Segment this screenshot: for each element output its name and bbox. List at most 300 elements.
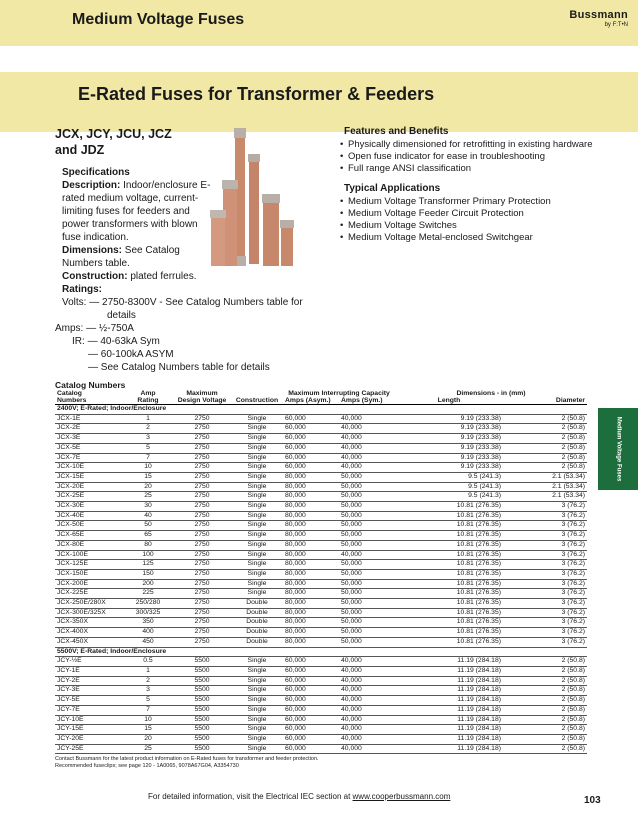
table-cell: 2750 (173, 511, 231, 521)
table-cell: 50,000 (339, 589, 395, 599)
table-cell: 2 (50.8) (503, 443, 587, 453)
table-cell: JCX-10E (55, 463, 123, 473)
table-cell: 2750 (173, 521, 231, 531)
table-row (55, 560, 587, 570)
table-cell: 5500 (173, 734, 231, 744)
table-cell: 50,000 (339, 472, 395, 482)
side-tab (598, 408, 638, 490)
table-cell: 60,000 (283, 414, 339, 424)
table-cell: Single (231, 463, 283, 473)
table-cell: JCX-350X (55, 618, 123, 628)
table-cell: Single (231, 434, 283, 444)
table-cell: 80,000 (283, 628, 339, 638)
product-name: JCX, JCY, JCU, JCZ and JDZ (55, 127, 172, 157)
col-length: Length (395, 397, 503, 405)
table-cell: Double (231, 628, 283, 638)
table-cell: 2750 (173, 540, 231, 550)
table-cell: 10.81 (276.35) (395, 550, 503, 560)
table-cell: 2 (50.8) (503, 666, 587, 676)
table-cell: 20 (123, 482, 173, 492)
applications-heading: Typical Applications (344, 183, 441, 194)
table-cell: 60,000 (283, 696, 339, 706)
table-cell: 2 (123, 424, 173, 434)
table-cell: JCX-80E (55, 540, 123, 550)
table-cell: 10 (123, 463, 173, 473)
catalog-numbers-section (55, 380, 587, 770)
table-cell: JCX-250E/280X (55, 599, 123, 609)
table-cell: Double (231, 618, 283, 628)
applications-list (340, 196, 630, 244)
table-cell: 150 (123, 569, 173, 579)
table-row (55, 579, 587, 589)
table-cell: 10.81 (276.35) (395, 599, 503, 609)
table-cell: 60,000 (283, 657, 339, 667)
table-cell: 2750 (173, 492, 231, 502)
header-title: Medium Voltage Fuses (72, 11, 245, 28)
table-cell: 250/280 (123, 599, 173, 609)
table-cell: JCY-1E (55, 666, 123, 676)
table-cell: 2750 (173, 463, 231, 473)
table-cell: JCX-40E (55, 511, 123, 521)
table-cell: 40,000 (339, 453, 395, 463)
ir-rating-asym: — 60-100kA ASYM (88, 349, 174, 360)
table-cell: 60,000 (283, 676, 339, 686)
table-cell: 50,000 (339, 502, 395, 512)
table-row (55, 618, 587, 628)
table-cell: 3 (76.2) (503, 628, 587, 638)
table-cell: 10.81 (276.35) (395, 608, 503, 618)
table-cell: JCX-225E (55, 589, 123, 599)
table-cell: JCX-20E (55, 482, 123, 492)
table-cell: 2 (50.8) (503, 725, 587, 735)
table-row (55, 744, 587, 754)
table-cell: 40 (123, 511, 173, 521)
table-cell: 60,000 (283, 424, 339, 434)
table-cell: 9.5 (241.3) (395, 482, 503, 492)
section-title: E-Rated Fuses for Transformer & Feeders (78, 84, 435, 104)
table-cell: 11.19 (284.18) (395, 696, 503, 706)
table-cell: Single (231, 531, 283, 541)
table-cell: JCX-450X (55, 637, 123, 647)
table-cell: 40,000 (339, 686, 395, 696)
table-cell: Single (231, 502, 283, 512)
table-cell: 11.19 (284.18) (395, 715, 503, 725)
table-cell: 300/325 (123, 608, 173, 618)
table-cell: 60,000 (283, 686, 339, 696)
table-cell: 9.19 (233.38) (395, 453, 503, 463)
table-cell: 2 (50.8) (503, 463, 587, 473)
table-cell: Single (231, 589, 283, 599)
table-cell: Single (231, 569, 283, 579)
table-cell: 9.5 (241.3) (395, 472, 503, 482)
table-row (55, 705, 587, 715)
table-cell: Single (231, 482, 283, 492)
table-cell: JCY-5E (55, 696, 123, 706)
table-cell: 80,000 (283, 560, 339, 570)
table-cell: 60,000 (283, 434, 339, 444)
table-row (55, 637, 587, 647)
table-cell: 5500 (173, 744, 231, 754)
table-cell: 9.19 (233.38) (395, 443, 503, 453)
table-cell: 9.5 (241.3) (395, 492, 503, 502)
table-cell: 11.19 (284.18) (395, 734, 503, 744)
table-cell: 80,000 (283, 521, 339, 531)
table-cell: 9.19 (233.38) (395, 424, 503, 434)
table-cell: 2750 (173, 579, 231, 589)
table-cell: 30 (123, 502, 173, 512)
table-cell: JCY-7E (55, 705, 123, 715)
list-item: • Medium Voltage Switches (340, 220, 630, 232)
table-cell: Single (231, 560, 283, 570)
table-cell: 60,000 (283, 705, 339, 715)
table-cell: 80,000 (283, 502, 339, 512)
construction: Construction: plated ferrules. (62, 271, 197, 282)
col-dimensions: Dimensions - in (mm) (456, 390, 526, 397)
note-contact: Contact Bussmann for the latest product information on E-Rated fuses for transformer and feeder protection. (55, 756, 319, 763)
table-cell: JCY-2E (55, 676, 123, 686)
table-cell: 10.81 (276.35) (395, 502, 503, 512)
table-cell: 5500 (173, 725, 231, 735)
features-list (340, 139, 630, 175)
footer-link[interactable]: www.cooperbussmann.com (352, 792, 451, 801)
table-row (55, 511, 587, 521)
table-cell: 11.19 (284.18) (395, 705, 503, 715)
table-row (55, 686, 587, 696)
table-cell: 2 (50.8) (503, 715, 587, 725)
table-row (55, 502, 587, 512)
table-cell: 400 (123, 628, 173, 638)
table-row (55, 657, 587, 667)
table-row (55, 725, 587, 735)
table-cell: 10.81 (276.35) (395, 569, 503, 579)
table-row (55, 521, 587, 531)
table-cell: JCX-5E (55, 443, 123, 453)
table-cell: 3 (76.2) (503, 599, 587, 609)
list-item: • Physically dimensioned for retrofitting in existing hardware (340, 139, 630, 151)
table-cell: 40,000 (339, 734, 395, 744)
table-cell: JCX-100E (55, 550, 123, 560)
ir-rating-note: — See Catalog Numbers table for details (88, 362, 270, 373)
table-cell: 80,000 (283, 540, 339, 550)
table-cell: 2 (50.8) (503, 424, 587, 434)
dimensions: Dimensions: See Catalog Numbers table. (62, 245, 180, 269)
table-cell: 60,000 (283, 744, 339, 754)
table-cell: 80,000 (283, 569, 339, 579)
table-cell: 80,000 (283, 608, 339, 618)
table-cell: 80,000 (283, 482, 339, 492)
table-cell: 50,000 (339, 521, 395, 531)
table-cell: 3 (76.2) (503, 511, 587, 521)
table-cell: 3 (76.2) (503, 550, 587, 560)
table-cell: Single (231, 453, 283, 463)
table-row (55, 550, 587, 560)
table-cell: 125 (123, 560, 173, 570)
section-title-bar (0, 72, 638, 132)
table-cell: 80,000 (283, 599, 339, 609)
amps-rating: Amps: — ½-750A (55, 323, 134, 334)
table-cell: 60,000 (283, 443, 339, 453)
table-row (55, 628, 587, 638)
table-row (55, 463, 587, 473)
brand-sub: by F:T•N (604, 22, 628, 28)
table-cell: 60,000 (283, 666, 339, 676)
table-cell: 50,000 (339, 608, 395, 618)
specifications-block (55, 126, 335, 374)
table-cell: 3 (76.2) (503, 531, 587, 541)
table-cell: JCX-65E (55, 531, 123, 541)
table-cell: 0.5 (123, 657, 173, 667)
table-cell: 2750 (173, 414, 231, 424)
col-amps-asym: Amps (Asym.) (283, 397, 339, 405)
table-cell: Single (231, 686, 283, 696)
table-row (55, 453, 587, 463)
table-cell: 3 (76.2) (503, 540, 587, 550)
table-cell: 3 (76.2) (503, 502, 587, 512)
table-row (55, 414, 587, 424)
table-row (55, 531, 587, 541)
table-cell: 2750 (173, 637, 231, 647)
table-cell: 200 (123, 579, 173, 589)
table-cell: JCY-25E (55, 744, 123, 754)
table-cell: 40,000 (339, 657, 395, 667)
table-cell: 10.81 (276.35) (395, 511, 503, 521)
brand-name: Bussmann (569, 9, 628, 21)
group-label: 5500V; E-Rated; Indoor/Enclosure (55, 647, 587, 657)
table-cell: Single (231, 424, 283, 434)
table-cell: Single (231, 734, 283, 744)
col-design-voltage: Design Voltage (173, 397, 231, 405)
table-cell: JCY-½E (55, 657, 123, 667)
col-amps-sym: Amps (Sym.) (339, 397, 395, 405)
volts-rating: Volts: — 2750-8300V - See Catalog Numbers table for (62, 297, 303, 308)
table-cell: 2750 (173, 502, 231, 512)
volts-rating-cont: details (107, 310, 136, 321)
table-cell: 80,000 (283, 511, 339, 521)
table-row (55, 443, 587, 453)
features-applications-block (340, 126, 630, 252)
col-maximum: Maximum (186, 390, 218, 397)
table-cell: 100 (123, 550, 173, 560)
list-item: • Medium Voltage Transformer Primary Protection (340, 196, 630, 208)
table-cell: 2 (50.8) (503, 453, 587, 463)
table-cell: 80,000 (283, 550, 339, 560)
list-item: • Full range ANSI classification (340, 163, 630, 175)
table-cell: 60,000 (283, 463, 339, 473)
col-construction: Construction (231, 397, 283, 405)
table-cell: 11.19 (284.18) (395, 666, 503, 676)
table-cell: 3 (76.2) (503, 589, 587, 599)
table-cell: 2 (50.8) (503, 434, 587, 444)
table-cell: 25 (123, 744, 173, 754)
table-cell: JCY-10E (55, 715, 123, 725)
table-cell: 10.81 (276.35) (395, 531, 503, 541)
footer (148, 792, 450, 801)
table-cell: 65 (123, 531, 173, 541)
table-cell: 60,000 (283, 734, 339, 744)
table-cell: 50,000 (339, 511, 395, 521)
table-cell: Single (231, 715, 283, 725)
table-cell: 2750 (173, 482, 231, 492)
table-cell: 9.19 (233.38) (395, 463, 503, 473)
table-cell: 9.19 (233.38) (395, 434, 503, 444)
table-cell: Single (231, 550, 283, 560)
table-cell: 3 (76.2) (503, 618, 587, 628)
table-cell: 10.81 (276.35) (395, 589, 503, 599)
page-number: 103 (584, 795, 601, 806)
table-cell: 3 (76.2) (503, 637, 587, 647)
table-cell: 40,000 (339, 676, 395, 686)
table-cell: 11.19 (284.18) (395, 676, 503, 686)
header-bar (0, 0, 638, 46)
table-cell: 5500 (173, 676, 231, 686)
table-cell: 5500 (173, 696, 231, 706)
col-numbers: Numbers (55, 397, 123, 405)
table-cell: 2750 (173, 599, 231, 609)
table-cell: 10.81 (276.35) (395, 618, 503, 628)
table-cell: 15 (123, 725, 173, 735)
table-cell: 50,000 (339, 482, 395, 492)
table-cell: 2 (50.8) (503, 744, 587, 754)
table-cell: Single (231, 511, 283, 521)
table-cell: Double (231, 637, 283, 647)
table-cell: 2750 (173, 531, 231, 541)
specifications-heading: Specifications (62, 167, 130, 178)
table-cell: JCX-50E (55, 521, 123, 531)
table-cell: 2750 (173, 608, 231, 618)
table-cell: 3 (123, 434, 173, 444)
table-row (55, 599, 587, 609)
table-cell: Single (231, 705, 283, 715)
catalog-table-body (55, 405, 587, 754)
table-cell: 40,000 (339, 705, 395, 715)
table-cell: Single (231, 540, 283, 550)
table-cell: 3 (123, 686, 173, 696)
table-cell: 10.81 (276.35) (395, 579, 503, 589)
table-cell: 2750 (173, 443, 231, 453)
table-cell: 2 (50.8) (503, 696, 587, 706)
table-cell: 80,000 (283, 589, 339, 599)
table-cell: 5500 (173, 715, 231, 725)
table-cell: 2.1 (53.34) (503, 472, 587, 482)
table-row (55, 434, 587, 444)
table-cell: 2750 (173, 560, 231, 570)
table-cell: 80 (123, 540, 173, 550)
table-cell: 2 (50.8) (503, 414, 587, 424)
table-cell: Single (231, 696, 283, 706)
table-cell: JCX-125E (55, 560, 123, 570)
table-cell: Single (231, 472, 283, 482)
table-cell: 450 (123, 637, 173, 647)
catalog-table (55, 390, 587, 754)
catalog-title: Catalog Numbers (55, 380, 126, 390)
table-cell: 5 (123, 443, 173, 453)
table-cell: 80,000 (283, 492, 339, 502)
table-cell: 7 (123, 453, 173, 463)
table-cell: 40,000 (339, 715, 395, 725)
table-cell: 60,000 (283, 715, 339, 725)
table-cell: 2 (50.8) (503, 734, 587, 744)
table-cell: 40,000 (339, 725, 395, 735)
table-cell: 50,000 (339, 492, 395, 502)
table-cell: Double (231, 599, 283, 609)
table-cell: JCX-15E (55, 472, 123, 482)
table-cell: 1 (123, 666, 173, 676)
table-cell: 50,000 (339, 599, 395, 609)
table-cell: 2750 (173, 569, 231, 579)
table-cell: 60,000 (283, 725, 339, 735)
table-row (55, 734, 587, 744)
table-cell: 5 (123, 696, 173, 706)
table-cell: 60,000 (283, 453, 339, 463)
table-cell: 25 (123, 492, 173, 502)
footer-text: For detailed information, visit the Electrical IEC section at (148, 792, 353, 801)
table-cell: 10.81 (276.35) (395, 560, 503, 570)
table-cell: 2750 (173, 453, 231, 463)
table-cell: 50,000 (339, 618, 395, 628)
table-cell: 3 (76.2) (503, 560, 587, 570)
table-row (55, 589, 587, 599)
table-cell: 7 (123, 705, 173, 715)
table-cell: 2750 (173, 424, 231, 434)
table-cell: 225 (123, 589, 173, 599)
table-cell: Single (231, 492, 283, 502)
table-cell: 11.19 (284.18) (395, 657, 503, 667)
table-cell: 40,000 (339, 434, 395, 444)
features-heading: Features and Benefits (344, 126, 449, 137)
table-cell: 80,000 (283, 579, 339, 589)
table-row (55, 569, 587, 579)
table-cell: 80,000 (283, 472, 339, 482)
side-tab-label: Medium Voltage Fuses (615, 416, 622, 482)
table-cell: 50,000 (339, 628, 395, 638)
table-cell: 5500 (173, 686, 231, 696)
table-cell: 10.81 (276.35) (395, 637, 503, 647)
table-cell: 50,000 (339, 569, 395, 579)
table-cell: 11.19 (284.18) (395, 744, 503, 754)
table-cell: 11.19 (284.18) (395, 725, 503, 735)
table-row (55, 715, 587, 725)
table-cell: 3 (76.2) (503, 521, 587, 531)
table-cell: Single (231, 443, 283, 453)
table-cell: 350 (123, 618, 173, 628)
table-cell: JCX-30E (55, 502, 123, 512)
list-item: • Medium Voltage Metal-enclosed Switchgear (340, 232, 630, 244)
table-cell: 3 (76.2) (503, 608, 587, 618)
col-rating: Rating (123, 397, 173, 405)
table-cell: JCY-3E (55, 686, 123, 696)
col-amp: Amp (140, 390, 156, 397)
table-cell: 2 (123, 676, 173, 686)
table-cell: 2.1 (53.34) (503, 492, 587, 502)
table-cell: 40,000 (339, 666, 395, 676)
catalog-notes (55, 756, 587, 770)
table-cell: 40,000 (339, 744, 395, 754)
table-cell: 2750 (173, 628, 231, 638)
table-cell: Single (231, 725, 283, 735)
table-cell: JCX-1E (55, 414, 123, 424)
table-cell: Double (231, 608, 283, 618)
table-cell: Single (231, 744, 283, 754)
table-cell: 40,000 (339, 696, 395, 706)
table-cell: Single (231, 414, 283, 424)
table-cell: 5500 (173, 705, 231, 715)
table-cell: 11.19 (284.18) (395, 686, 503, 696)
table-cell: 40,000 (339, 424, 395, 434)
table-cell: Single (231, 657, 283, 667)
table-cell: 50,000 (339, 531, 395, 541)
col-diameter: Diameter (503, 397, 587, 405)
table-cell: 9.19 (233.38) (395, 414, 503, 424)
